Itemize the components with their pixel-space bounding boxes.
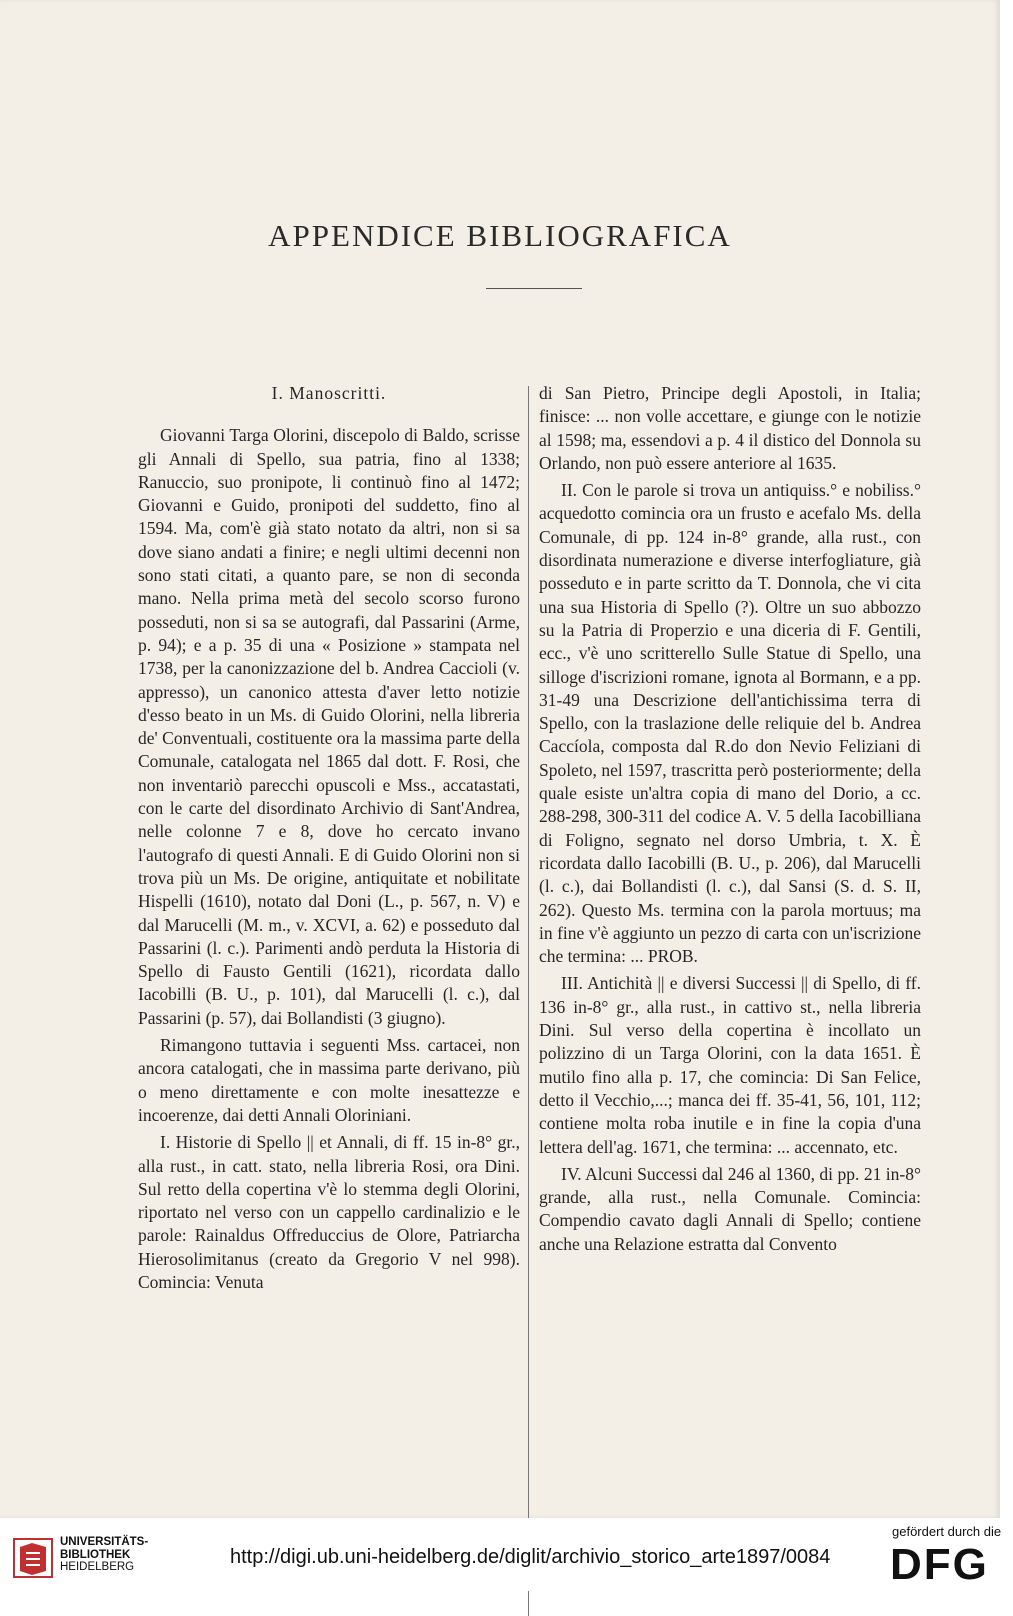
paragraph: Rimangono tuttavia i seguenti Mss. cartacei, non ancora catalogati, che in massima parte derivano, più o meno direttamente e con molte inesattezze e incoerenze, dai detti Annali Oloriniani. xyxy=(138,1035,520,1125)
paragraph: II. Con le parole si trova un antiquiss.° e nobiliss.° acquedotto comincia ora un frusto e acefalo Ms. della Comunale, di pp. 124 in-8° grande, alla rust., con disordinata numerazione e diverse interfogliature, già posseduto e in parte scritto da T. Donnola, che vi cita una sua Historia di Spello (?). Oltre un suo abbozzo su la Patria di Properzio e una diceria di F. Gentili, ecc., v'è uno scritterello Sulle Statue di Spello, una silloge d'iscrizioni romane, ignota al Bormann, e a pp. 31-49 una Descrizione dell'antichissima terra di Spello, con la traslazione delle reliquie del b. Andrea Caccíola, composta dal R.do don Nevio Feliziani di Spoleto, nel 1597, trascritta però posteriormente; della quale esiste un'altra copia di mano del Dorio, a cc. 288-298, 300-311 del codice A. V. 5 della Iacobilliana di Foligno, segnato nel dorso Umbria, t. X. È ricordata dallo Iacobilli (B. U., p. 206), dal Marucelli (l. c.), dai Bollandisti (l. c.), dal Sansi (S. d. S. II, 262). Questo Ms. termina con la parola mortuus; ma in fine v'è aggiunto un pezzo di carta con un'iscrizione che termina: ... PROB. xyxy=(539,480,921,967)
page-title: APPENDICE BIBLIOGRAFICA xyxy=(268,218,732,253)
left-column xyxy=(138,382,520,1294)
library-name-line: BIBLIOTHEK xyxy=(60,1548,131,1561)
section-heading: I. Manoscritti. xyxy=(271,383,387,403)
paragraph: IV. Alcuni Successi dal 246 al 1360, di pp. 21 in-8° grande, alla rust., nella Comunale. Comincia: Compendio cavato dagli Annali di Spello; contiene anche una Relazione estratta dal Convento xyxy=(539,1163,921,1254)
funding-caption: gefördert durch die xyxy=(892,1524,1002,1539)
permalink-url[interactable]: http://digi.ub.uni-heidelberg.de/diglit/archivio_storico_arte1897/0084 xyxy=(230,1546,831,1568)
paragraph: III. Antichità || e diversi Successi || di Spello, di ff. 136 in-8° gr., alla rust., in cattivo st., nella libreria Dini. Sul verso della copertina è incollato un polizzino di un Targa Olorini, con la data 1651. È mutilo fino alla p. 17, che comincia: Di San Felice, detto il Vecchio,...; manca dei ff. 35-41, 56, 101, 112; contiene molta roba inutile e in fine la copia d'una lettera dell'ag. 1671, che termina: ... accennato, etc. xyxy=(539,973,921,1157)
right-column xyxy=(539,382,921,1256)
university-library-logo-icon xyxy=(12,1537,54,1579)
column-divider xyxy=(528,386,529,1616)
library-name xyxy=(60,1536,148,1574)
dfg-logo: DFG xyxy=(890,1540,989,1589)
paragraph: Giovanni Targa Olorini, discepolo di Baldo, scrisse gli Annali di Spello, sua patria, fino al 1338; Ranuccio, suo pronipote, li continuò fino al 1472; Giovanni e Guido, pronipoti del suddetto, fino al 1594. Ma, com'è già stato notato da altri, non si sa dove siano andati a finire; e negli ultimi decenni non sono stati citati, a quanto pare, se non di seconda mano. Nella prima metà del secolo scorso furono posseduti, non si sa se autografi, dal Passarini (Arme, p. 94); e a p. 35 di una « Posizione » stampata nel 1738, per la canonizzazione del b. Andrea Caccioli (v. appresso), un canonico attesta d'aver letto notizie d'esso beato in un Ms. di Guido Olorini, nella libreria de' Conventuali, costituente ora la massima parte della Comunale, catalogata nel 1865 dal dott. F. Rosi, che non inventariò parecchi opuscoli e Mss., accatastati, con le carte del disordinato Archivio di Sant'Andrea, nelle colonne 7 e 8, dove ho cercato invano l'autografo di questi Annali. E di Guido Olorini non si trova più un Ms. De origine, antiquitate et nobilitate Hispelli (1610), notato dal Doni (L., p. 567, n. V) e dal Marucelli (M. m., v. XCVI, a. 62) e posseduto dal Passarini (l. c.). Parimenti andò perduta la Historia di Spello di Fausto Gentili (1621), ricordata dallo Iacobilli (B. U., p. 101), dal Marucelli (l. c.), dal Passarini (p. 57), dai Bollandisti (3 giugno). xyxy=(138,425,520,1028)
library-name-line: HEIDELBERG xyxy=(60,1561,135,1573)
library-name-line: UNIVERSITÄTS- xyxy=(60,1536,149,1548)
title-rule xyxy=(486,288,582,289)
paragraph: di San Pietro, Principe degli Apostoli, in Italia; finisce: ... non volle accettare, e giunge con le notizie al 1598; ma, essendovi a p. 4 il distico del Donnola su Orlando, non può essere anteriore al 1635. xyxy=(539,383,921,473)
paragraph: I. Historie di Spello || et Annali, di ff. 15 in-8° gr., alla rust., in catt. stato, nella libreria Rosi, ora Dini. Sul retto della copertina v'è lo stemma degli Olorini, riportato nel verso con un cappello cardinalizio e le parole: Rainaldus Offreduccius de Olore, Patriarcha Hierosolimitanus (creato da Gregorio V nel 998). Comincia: Venuta xyxy=(138,1132,520,1292)
